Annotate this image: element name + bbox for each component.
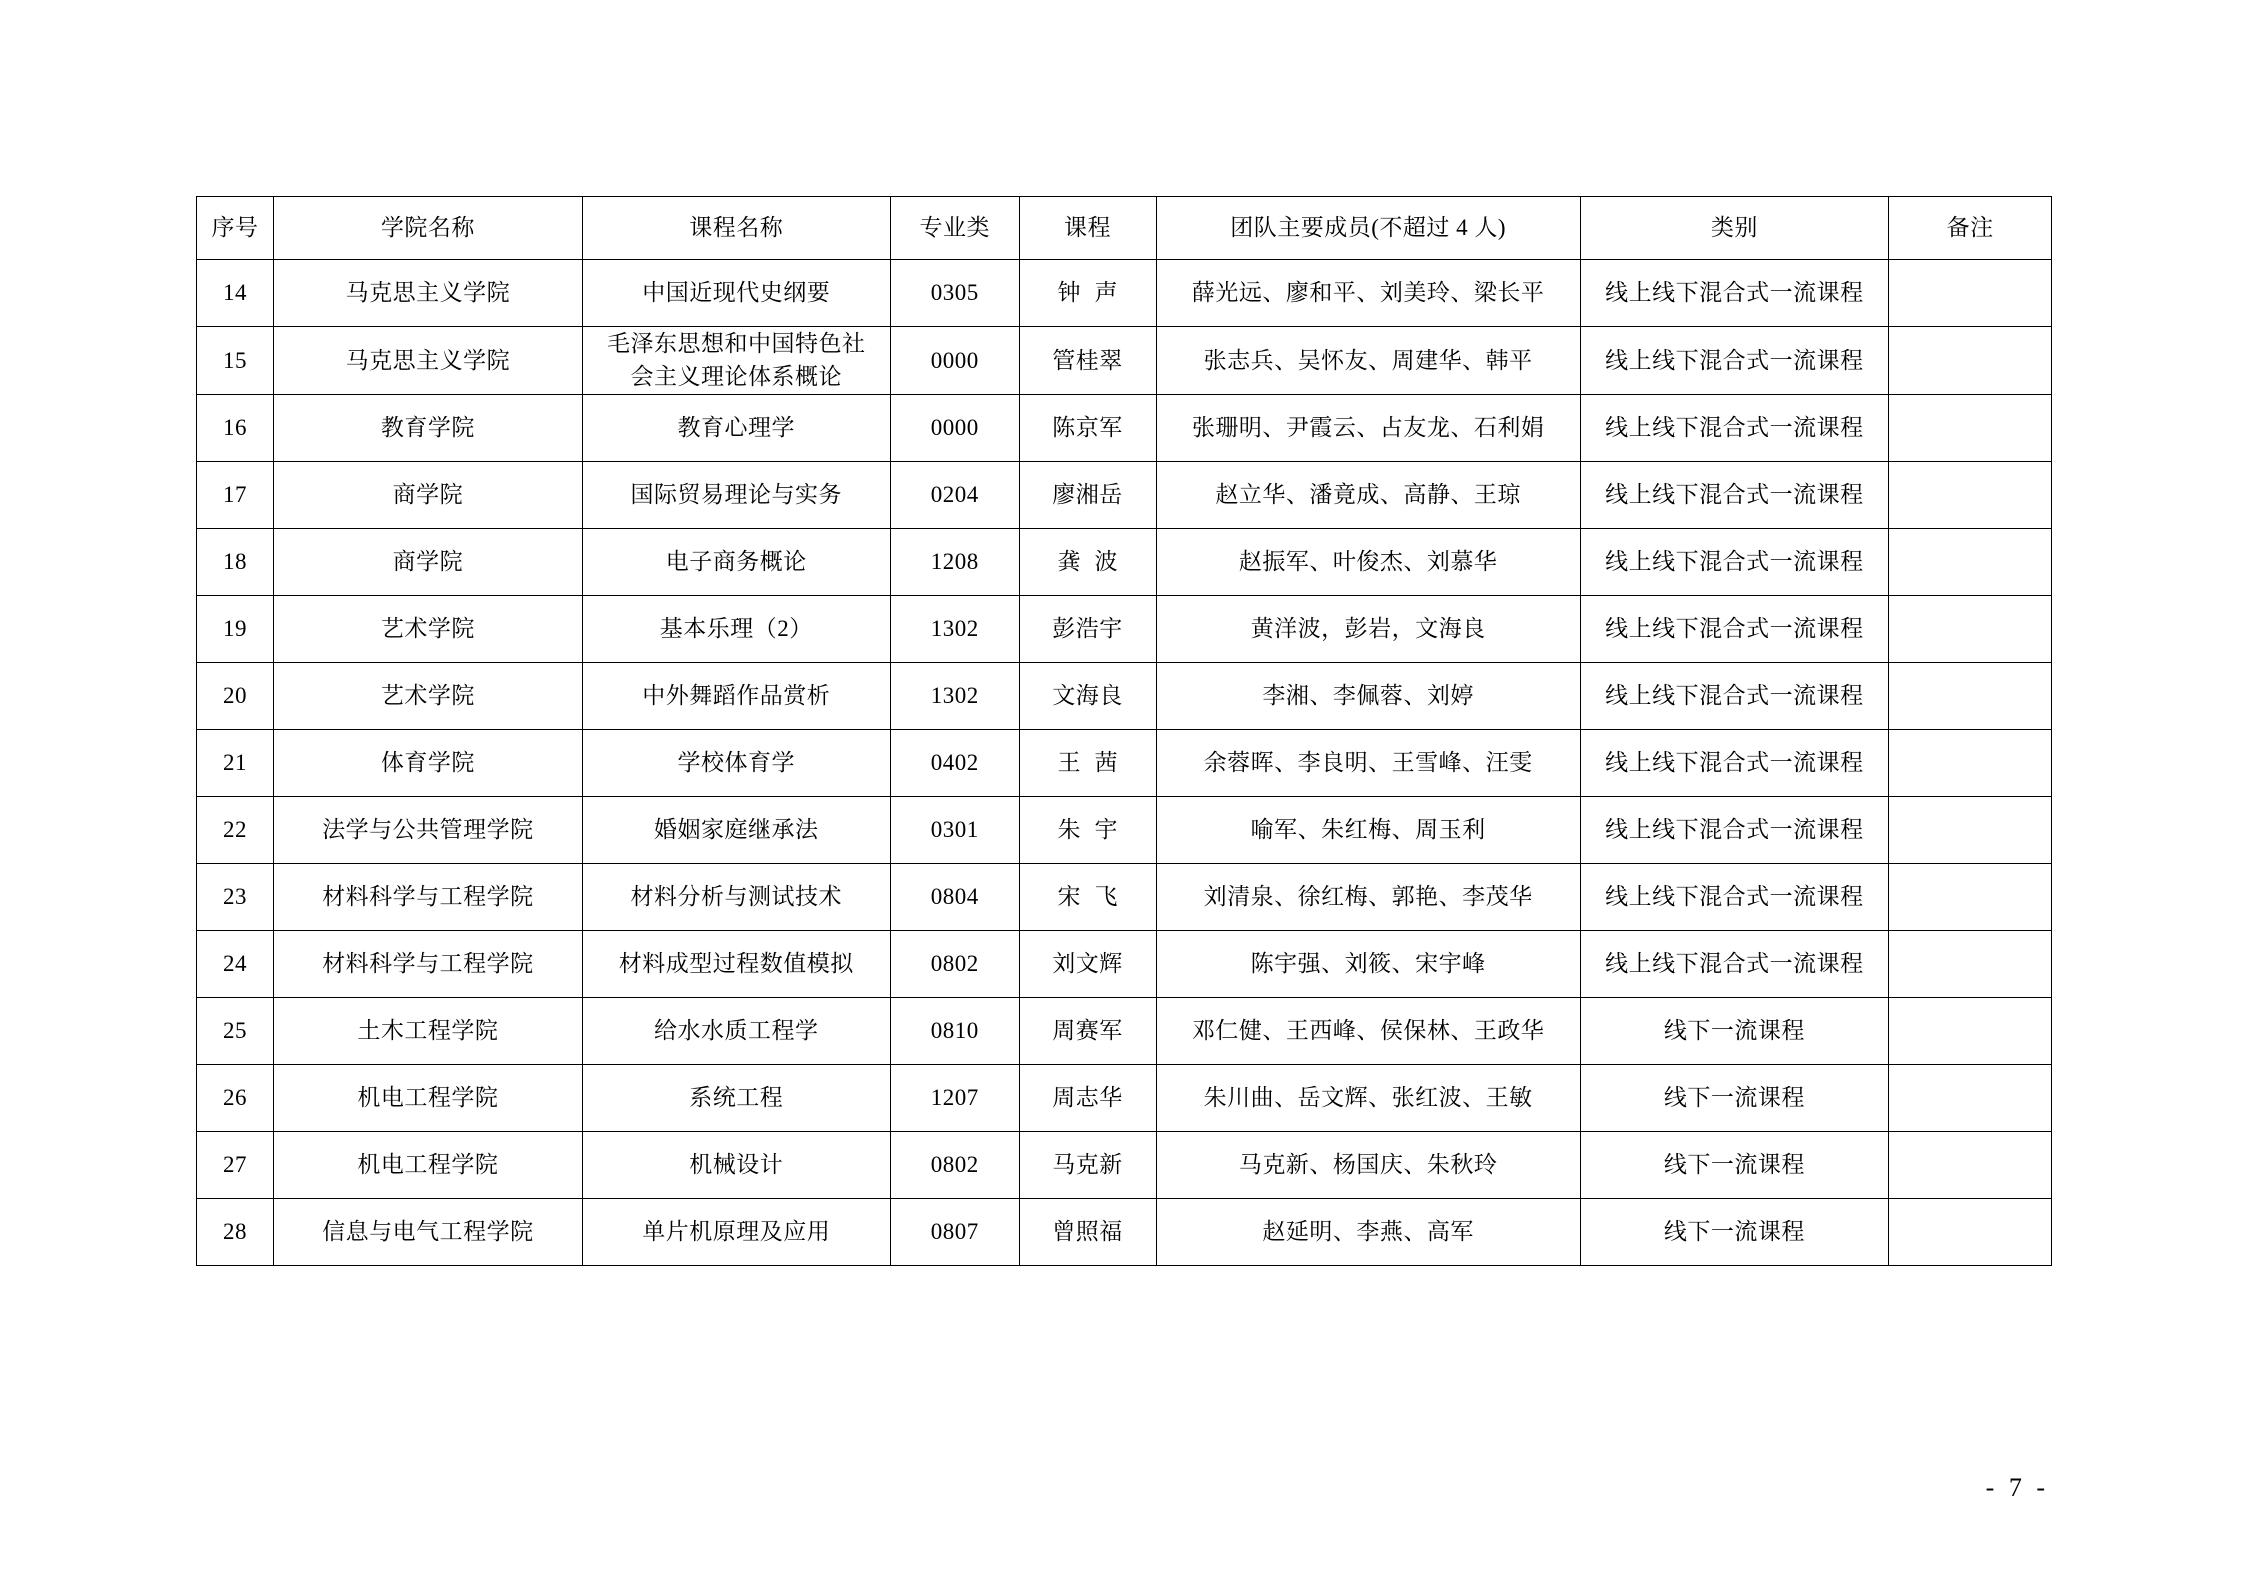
cell-type: 线下一流课程 [1580, 1064, 1888, 1131]
cell-college: 材料科学与工程学院 [274, 930, 582, 997]
table-row [197, 327, 2052, 395]
cell-major: 0402 [890, 729, 1019, 796]
table-row [197, 729, 2052, 796]
cell-team: 赵延明、李燕、高军 [1156, 1198, 1580, 1265]
cell-seq: 25 [197, 997, 274, 1064]
cell-seq: 17 [197, 461, 274, 528]
cell-major: 0301 [890, 796, 1019, 863]
table-header-row [197, 197, 2052, 260]
cell-seq: 18 [197, 528, 274, 595]
cell-course: 学校体育学 [582, 729, 890, 796]
cell-team: 薛光远、廖和平、刘美玲、梁长平 [1156, 260, 1580, 327]
table-row [197, 595, 2052, 662]
header-seq: 序号 [197, 197, 274, 260]
table-row [197, 997, 2052, 1064]
cell-team: 喻军、朱红梅、周玉利 [1156, 796, 1580, 863]
cell-major: 0204 [890, 461, 1019, 528]
cell-seq: 26 [197, 1064, 274, 1131]
cell-remark [1889, 930, 2052, 997]
cell-course: 单片机原理及应用 [582, 1198, 890, 1265]
header-major: 专业类 [890, 197, 1019, 260]
cell-college: 土木工程学院 [274, 997, 582, 1064]
cell-college: 教育学院 [274, 394, 582, 461]
cell-major: 1302 [890, 662, 1019, 729]
cell-seq: 23 [197, 863, 274, 930]
cell-course: 婚姻家庭继承法 [582, 796, 890, 863]
table-body [197, 260, 2052, 1266]
cell-remark [1889, 528, 2052, 595]
table-row [197, 1064, 2052, 1131]
cell-college: 材料科学与工程学院 [274, 863, 582, 930]
cell-remark [1889, 461, 2052, 528]
cell-major: 0305 [890, 260, 1019, 327]
cell-course: 电子商务概论 [582, 528, 890, 595]
cell-team: 张珊明、尹霞云、占友龙、石利娟 [1156, 394, 1580, 461]
cell-college: 信息与电气工程学院 [274, 1198, 582, 1265]
table-row [197, 461, 2052, 528]
cell-teacher-text: 王茜 [1057, 750, 1132, 776]
cell-teacher: 廖湘岳 [1019, 461, 1156, 528]
cell-team: 余蓉晖、李良明、王雪峰、汪雯 [1156, 729, 1580, 796]
cell-remark [1889, 796, 2052, 863]
cell-remark [1889, 327, 2052, 395]
table-header [197, 197, 2052, 260]
cell-course: 系统工程 [582, 1064, 890, 1131]
cell-college: 机电工程学院 [274, 1131, 582, 1198]
cell-teacher: 陈京军 [1019, 394, 1156, 461]
cell-course-line2: 会主义理论体系概论 [630, 364, 843, 390]
cell-teacher: 周赛军 [1019, 997, 1156, 1064]
cell-teacher: 文海良 [1019, 662, 1156, 729]
cell-type: 线上线下混合式一流课程 [1580, 528, 1888, 595]
cell-teacher: 彭浩宇 [1019, 595, 1156, 662]
cell-type: 线上线下混合式一流课程 [1580, 595, 1888, 662]
cell-remark [1889, 394, 2052, 461]
cell-team: 刘清泉、徐红梅、郭艳、李茂华 [1156, 863, 1580, 930]
cell-teacher: 管桂翠 [1019, 327, 1156, 395]
cell-teacher: 曾照福 [1019, 1198, 1156, 1265]
cell-type: 线上线下混合式一流课程 [1580, 327, 1888, 395]
page-number: - 7 - [1985, 1473, 2049, 1502]
table-row [197, 930, 2052, 997]
cell-team: 张志兵、吴怀友、周建华、韩平 [1156, 327, 1580, 395]
cell-type: 线上线下混合式一流课程 [1580, 863, 1888, 930]
header-team: 团队主要成员(不超过 4 人) [1156, 197, 1580, 260]
cell-seq: 14 [197, 260, 274, 327]
cell-college: 机电工程学院 [274, 1064, 582, 1131]
cell-major: 1208 [890, 528, 1019, 595]
header-course: 课程名称 [582, 197, 890, 260]
course-list-table [196, 196, 2052, 1266]
cell-team: 邓仁健、王西峰、侯保林、王政华 [1156, 997, 1580, 1064]
cell-team: 赵立华、潘竟成、高静、王琼 [1156, 461, 1580, 528]
cell-course: 基本乐理（2） [582, 595, 890, 662]
cell-college: 艺术学院 [274, 662, 582, 729]
header-teacher: 课程 [1019, 197, 1156, 260]
header-type: 类别 [1580, 197, 1888, 260]
cell-major: 0000 [890, 327, 1019, 395]
table-row [197, 863, 2052, 930]
cell-remark [1889, 260, 2052, 327]
cell-major: 1207 [890, 1064, 1019, 1131]
cell-course [582, 327, 890, 395]
cell-type: 线下一流课程 [1580, 1131, 1888, 1198]
cell-seq: 22 [197, 796, 274, 863]
cell-teacher-text: 宋飞 [1057, 884, 1132, 910]
cell-seq: 21 [197, 729, 274, 796]
cell-seq: 24 [197, 930, 274, 997]
cell-college: 商学院 [274, 528, 582, 595]
header-college: 学院名称 [274, 197, 582, 260]
cell-type: 线上线下混合式一流课程 [1580, 461, 1888, 528]
cell-college: 马克思主义学院 [274, 260, 582, 327]
cell-college: 体育学院 [274, 729, 582, 796]
cell-type: 线上线下混合式一流课程 [1580, 662, 1888, 729]
cell-teacher: 周志华 [1019, 1064, 1156, 1131]
cell-teacher-text: 朱宇 [1057, 817, 1132, 843]
cell-type: 线上线下混合式一流课程 [1580, 930, 1888, 997]
cell-major: 0810 [890, 997, 1019, 1064]
table-row [197, 1198, 2052, 1265]
cell-course: 材料分析与测试技术 [582, 863, 890, 930]
cell-remark [1889, 595, 2052, 662]
cell-type: 线上线下混合式一流课程 [1580, 796, 1888, 863]
cell-type: 线上线下混合式一流课程 [1580, 729, 1888, 796]
cell-team: 赵振军、叶俊杰、刘慕华 [1156, 528, 1580, 595]
cell-remark [1889, 662, 2052, 729]
cell-college: 商学院 [274, 461, 582, 528]
header-remark: 备注 [1889, 197, 2052, 260]
cell-team: 黄洋波，彭岩，文海良 [1156, 595, 1580, 662]
cell-course-line1: 毛泽东思想和中国特色社 [607, 331, 866, 356]
cell-course: 给水水质工程学 [582, 997, 890, 1064]
table-row [197, 1131, 2052, 1198]
cell-team: 朱川曲、岳文辉、张红波、王敏 [1156, 1064, 1580, 1131]
cell-course: 中国近现代史纲要 [582, 260, 890, 327]
table-row [197, 662, 2052, 729]
cell-seq: 15 [197, 327, 274, 395]
cell-type: 线下一流课程 [1580, 1198, 1888, 1265]
cell-teacher-text: 龚波 [1057, 549, 1132, 575]
cell-seq: 27 [197, 1131, 274, 1198]
cell-seq: 20 [197, 662, 274, 729]
table-row [197, 394, 2052, 461]
cell-remark [1889, 1131, 2052, 1198]
cell-course: 材料成型过程数值模拟 [582, 930, 890, 997]
cell-college: 法学与公共管理学院 [274, 796, 582, 863]
cell-teacher [1019, 729, 1156, 796]
cell-teacher: 马克新 [1019, 1131, 1156, 1198]
cell-course: 机械设计 [582, 1131, 890, 1198]
table-row [197, 528, 2052, 595]
cell-college: 艺术学院 [274, 595, 582, 662]
cell-course: 教育心理学 [582, 394, 890, 461]
cell-major: 0802 [890, 1131, 1019, 1198]
cell-type: 线上线下混合式一流课程 [1580, 260, 1888, 327]
cell-remark [1889, 1198, 2052, 1265]
cell-teacher [1019, 528, 1156, 595]
table-row [197, 260, 2052, 327]
cell-teacher [1019, 796, 1156, 863]
cell-college: 马克思主义学院 [274, 327, 582, 395]
cell-seq: 28 [197, 1198, 274, 1265]
cell-seq: 16 [197, 394, 274, 461]
cell-team: 马克新、杨国庆、朱秋玲 [1156, 1131, 1580, 1198]
cell-remark [1889, 997, 2052, 1064]
cell-remark [1889, 1064, 2052, 1131]
cell-team: 李湘、李佩蓉、刘婷 [1156, 662, 1580, 729]
cell-teacher-text: 钟声 [1057, 280, 1132, 306]
cell-teacher: 刘文辉 [1019, 930, 1156, 997]
cell-type: 线下一流课程 [1580, 997, 1888, 1064]
cell-teacher [1019, 863, 1156, 930]
cell-teacher [1019, 260, 1156, 327]
cell-type: 线上线下混合式一流课程 [1580, 394, 1888, 461]
cell-major: 0802 [890, 930, 1019, 997]
cell-remark [1889, 863, 2052, 930]
cell-major: 0000 [890, 394, 1019, 461]
cell-course: 中外舞蹈作品赏析 [582, 662, 890, 729]
cell-course: 国际贸易理论与实务 [582, 461, 890, 528]
cell-team: 陈宇强、刘筱、宋宇峰 [1156, 930, 1580, 997]
cell-major: 0804 [890, 863, 1019, 930]
table-row [197, 796, 2052, 863]
cell-major: 0807 [890, 1198, 1019, 1265]
cell-major: 1302 [890, 595, 1019, 662]
cell-seq: 19 [197, 595, 274, 662]
cell-remark [1889, 729, 2052, 796]
